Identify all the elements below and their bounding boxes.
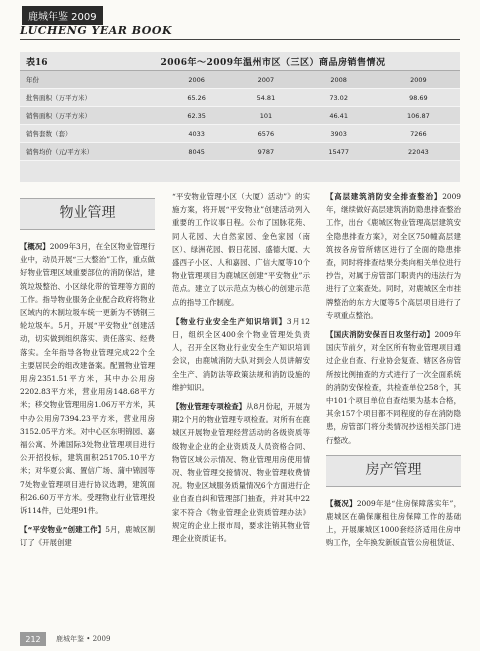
page-footer [0, 630, 480, 651]
section-title-property-management: 物业管理 [20, 198, 155, 230]
table-header-row [20, 71, 460, 89]
column-right [326, 190, 461, 556]
year-cell: 2008 [301, 71, 377, 89]
table-row [20, 143, 460, 161]
table-cell: 101 [231, 107, 300, 125]
paragraph-tag: 【国庆消防安保百日攻坚行动】 [326, 330, 435, 340]
column-left [20, 190, 155, 556]
table-row [20, 125, 460, 143]
footer-book-title: 鹿城年鉴 • 2009 [56, 635, 111, 643]
paragraph-tag: 【高层建筑消防安全排查整治】 [326, 192, 443, 201]
table-number: 表16 [26, 57, 48, 68]
book-title-en: LUCHENG YEAR BOOK [20, 24, 173, 37]
row-label: 批售面积（万平方米） [20, 89, 162, 107]
table-title: 2006年～2009年温州市区（三区）商品房销售情况 [160, 57, 386, 68]
page-number: 212 [20, 632, 46, 646]
year-cell: 2006 [162, 71, 231, 89]
table-cell: 106.87 [377, 107, 460, 125]
table-cell: 22043 [377, 143, 460, 161]
table-cell: 9787 [231, 143, 300, 161]
row-label: 销售面积（万平方米） [20, 107, 162, 125]
table-cell: 62.35 [162, 107, 231, 125]
table-caption [20, 52, 460, 71]
paragraph-text: 5月，鹿城区制订了《开展创建 [20, 525, 156, 548]
paragraph [326, 497, 461, 550]
stats-grid [20, 71, 460, 161]
paragraph-text: 2009年国庆节前夕，对全区所有物业管理项目通过企业自查、行业协会复查、辖区各房管所按比例抽查的方式进行了一次全面系统的消防安保检查，共检查单位258个，其中101个项目单位自查结果为基本合格，其余157个项目都不同程度的存在消防隐患，房管部门将分类情况抄送相关部门进行整改。 [326, 330, 461, 445]
table-cell: 3903 [301, 125, 377, 143]
table-cell: 8045 [162, 143, 231, 161]
header-rule [20, 39, 460, 40]
paragraph-tag: 【“平安物业”创建工作】 [20, 525, 106, 535]
table-cell: 73.02 [301, 89, 377, 107]
paragraph-tag: 【概况】 [326, 498, 357, 508]
year-cell: 2007 [231, 71, 300, 89]
paragraph [172, 190, 310, 309]
paragraph-tag: 【物业管理专项检查】 [172, 402, 247, 412]
table-cell: 98.69 [377, 89, 460, 107]
table-row [20, 107, 460, 125]
table-cell: 6576 [231, 125, 300, 143]
paragraph [20, 240, 155, 517]
paragraph-text: 2009年，继续做好高层建筑消防隐患排查整治工作，出台《鹿城区物业管理高层建筑安全隐患排查方案》，对全区750幢高层建筑按各房管所辖区进行了全面的隐患排查，同时将排查结果分类向相关单位进行抄告，对属于房管部门职责内的违法行为进行了立案查处。同时，对鹿城区全市挂牌整治的东方大厦等5个高层项目进行了专项重点整治。 [326, 192, 461, 320]
paragraph-text: 3月12日，组织全区400余个物业管理处负责人，召开全区物业行业安全生产知识培训会议，由鹿城消防大队对到会人员讲解安全生产、消防法等政策法规和消防设施的维护知识。 [172, 316, 310, 392]
table-cell: 7266 [377, 125, 460, 143]
table-cell: 15477 [301, 143, 377, 161]
table-cell: 46.41 [301, 107, 377, 125]
table-cell: 65.26 [162, 89, 231, 107]
paragraph-text: 从8月份起，开展为期2个月的物业管理专项检查。对所有在鹿城区开展物业管理经营活动的各级资质等级物业企业的企业资质及人员资格合同、物管区域公示情况、物业管理用房使用情况、物业管理交接情况、物业管理收费情况。物业区域服务质量情况6个方面进行企业自查自纠和管理部门抽查，并对其中22家不符合《物业管理企业资质管理办法》规定的企业上报市局，要求注销其物业管理企业资质证书。 [172, 402, 310, 544]
paragraph-text: 2009年是“住房保障落实年”，鹿城区在确保廉租住房保障工作的基础上，开展廉城区1000套经济适用住房申购工作，全年换发新版直管公房租赁证、 [326, 498, 461, 548]
year-cell: 2009 [377, 71, 460, 89]
paragraph [172, 400, 310, 545]
paragraph [172, 315, 310, 394]
page-header [0, 0, 480, 44]
table-cell: 4033 [162, 125, 231, 143]
paragraph-text: 2009年3月，在全区物业管理行业中，动员开展“三大整治”工作，重点做好物业管理区域重要部位的消防保洁，建筑垃圾整治、小区绿化带的管理等方面的工作。指导物业服务企业配合政府将物业区域内的木制垃圾车统一更新为不锈钢三轮垃圾车。5月，开展“平安物业”创建活动，切实做到组织落实、责任落实、经费落实。全年指导各物业管理完成22个全主要居民会的组改建备案。配置物业管理用房2351.51平方米，其中办公用房2202.83平方米，营业用房148.68平方米；移交物业管理用房1.06万平方米，其中办公用房7394.23平方米，营业用房3152.05平方米。对中心区东明锦园、嘉福公寓、外滩国际3处物业管理项目进行公开招投标，建筑面积251705.10平方米；对华夏公寓、置信广场、蒲中锦园等7处物业管理项目进行协议选聘，建筑面积26.60万平方米。受理物业行业管理投诉114件，已处理91件。 [20, 242, 155, 516]
sales-table [20, 52, 460, 182]
table-row [20, 89, 460, 107]
paragraph-tag: 【概况】 [20, 242, 50, 251]
paragraph [20, 523, 155, 549]
row-label: 销售均价（元/平方米） [20, 143, 162, 161]
paragraph [326, 328, 461, 447]
column-middle [172, 190, 310, 551]
section-title-real-estate: 房产管理 [326, 455, 461, 487]
paragraph [326, 190, 461, 322]
paragraph-tag: 【物业行业安全生产知识培训】 [172, 316, 287, 326]
paragraph-text: “平安物业管理小区（大厦）活动”》的实施方案，将开展“平安物业”创建活动列入重要的工作议事日程。公布了国脉花苑、同人花园、大自然家园、金色家园（南区）、绿洲花园、假日花园、盛德大厦、大盛西子小区、人和嘉园、广信大厦等10个物业管理项目为鹿城区创建“平安物业”示范点。建立了以示范点为核心的创建示范点的指导工作制度。 [172, 192, 310, 307]
book-title-cn: 鹿城年鉴 2009 [22, 6, 103, 25]
year-header: 年份 [20, 71, 162, 89]
table-cell: 54.81 [231, 89, 300, 107]
row-label: 销售套数（套） [20, 125, 162, 143]
